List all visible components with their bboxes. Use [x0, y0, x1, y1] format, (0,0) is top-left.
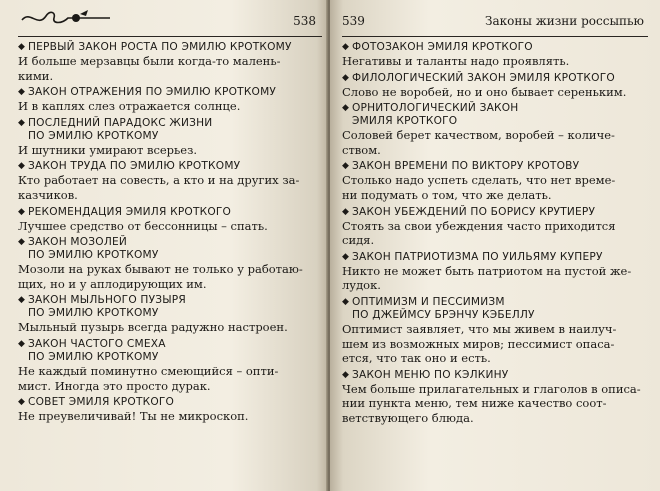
drop-bullet-icon: ◆ [18, 237, 26, 248]
law-heading [342, 206, 648, 219]
law-text: Мыльный пузырь всегда радужно настроен. [18, 320, 288, 335]
law-text: Чем больше прилагательных и глаголов в описа- нии пункта меню, тем ниже качество соот- ветствующего блюда. [342, 381, 641, 425]
right-running-head [342, 0, 648, 37]
law-heading-text: ОРНИТОЛОГИЧЕСКИЙ ЗАКОН ЭМИЛЯ КРОТКОГО [352, 102, 519, 128]
drop-bullet-icon: ◆ [18, 161, 26, 172]
law-heading [18, 206, 322, 219]
drop-bullet-icon: ◆ [342, 251, 350, 262]
drop-bullet-icon: ◆ [342, 296, 350, 307]
law-text: И больше мерзавцы были когда-то малень- кими. [18, 54, 281, 83]
law-text: Стоять за свои убеждения часто приходится сидя. [342, 218, 616, 248]
law-heading-text: ПЕРВЫЙ ЗАКОН РОСТА ПО ЭМИЛЮ КРОТКОМУ [28, 41, 292, 53]
law-text: Соловей берет качеством, воробей – количе- ством. [342, 128, 615, 157]
page-number: 538 [293, 14, 316, 28]
drop-bullet-icon: ◆ [18, 87, 26, 98]
law-text: Никто не может быть патриотом на пустой же- лудок. [342, 263, 632, 293]
law-heading [18, 41, 322, 54]
law-heading [342, 251, 648, 264]
drop-bullet-icon: ◆ [18, 42, 26, 52]
drop-bullet-icon: ◆ [342, 103, 350, 114]
left-entries [18, 41, 322, 424]
law-heading-text: ЗАКОН МЫЛЬНОГО ПУЗЫРЯ ПО ЭМИЛЮ КРОТКОМУ [28, 294, 186, 320]
law-heading-text: ЗАКОН МЕНЮ ПО КЭЛКИНУ [352, 368, 509, 381]
drop-bullet-icon: ◆ [342, 161, 350, 172]
law-heading-text: ЗАКОН ТРУДА ПО ЭМИЛЮ КРОТКОМУ [28, 160, 241, 173]
law-heading-text: ЗАКОН ОТРАЖЕНИЯ ПО ЭМИЛЮ КРОТКОМУ [28, 86, 277, 99]
law-text: Не каждый поминутно смеющийся – опти- мист. Иногда это просто дурак. [18, 363, 279, 393]
law-heading [342, 369, 648, 382]
law-heading [342, 160, 648, 173]
law-heading-text: ЗАКОН УБЕЖДЕНИЙ ПО БОРИСУ КРУТИЕРУ [352, 205, 596, 218]
law-text: Лучшее средство от бессонницы – спать. [18, 218, 268, 233]
drop-bullet-icon: ◆ [18, 338, 26, 349]
law-heading [342, 72, 648, 85]
law-heading [342, 102, 648, 128]
drop-bullet-icon: ◆ [18, 117, 26, 128]
law-heading-text: ЗАКОН МОЗОЛЕЙ ПО ЭМИЛЮ КРОТКОМУ [28, 236, 159, 262]
law-text: И шутники умирают всерьез. [18, 142, 198, 157]
law-heading [18, 160, 322, 173]
right-page [330, 0, 660, 491]
drop-bullet-icon: ◆ [342, 42, 350, 52]
page-number: 539 [342, 14, 365, 28]
law-heading [18, 86, 322, 99]
drop-bullet-icon: ◆ [18, 206, 26, 217]
law-heading-text: ЗАКОН ЧАСТОГО СМЕХА ПО ЭМИЛЮ КРОТКОМУ [28, 337, 166, 363]
law-heading [342, 296, 648, 322]
law-text: Негативы и таланты надо проявлять. [342, 54, 570, 68]
law-heading [18, 117, 322, 143]
law-heading-text: РЕКОМЕНДАЦИЯ ЭМИЛЯ КРОТКОГО [28, 205, 232, 218]
law-heading [342, 41, 648, 54]
running-title: Законы жизни россыпью [485, 14, 644, 28]
law-heading [18, 396, 322, 409]
law-heading-text: ПОСЛЕДНИЙ ПАРАДОКС ЖИЗНИ ПО ЭМИЛЮ КРОТКОМУ [28, 116, 213, 142]
law-heading-text: ОПТИМИЗМ И ПЕССИМИЗМ ПО ДЖЕЙМСУ БРЭНЧУ КЭБЕЛЛУ [352, 295, 535, 321]
law-heading-text: ФОТОЗАКОН ЭМИЛЯ КРОТКОГО [352, 41, 533, 53]
law-heading-text: ЗАКОН ПАТРИОТИЗМА ПО УИЛЬЯМУ КУПЕРУ [352, 250, 603, 263]
law-heading-text: ЗАКОН ВРЕМЕНИ ПО ВИКТОРУ КРОТОВУ [352, 160, 580, 173]
right-entries [342, 41, 648, 426]
drop-bullet-icon: ◆ [342, 369, 350, 380]
law-heading [18, 236, 322, 262]
law-text: Слово не воробей, но и оно бывает сереньким. [342, 84, 627, 99]
left-running-head [18, 0, 322, 37]
law-text: Столько надо успеть сделать, что нет време- ни подумать о том, что же делать. [342, 173, 616, 202]
law-heading [18, 294, 322, 320]
drop-bullet-icon: ◆ [18, 295, 26, 306]
law-text: Кто работает на совесть, а кто и на других за- казчиков. [18, 173, 300, 202]
law-text: Мозоли на руках бывают не только у работаю- щих, но и у аплодирующих им. [18, 262, 303, 291]
flourish-ornament-icon [18, 4, 118, 32]
law-text: Оптимист заявляет, что мы живем в наилуч- шем из возможных миров; пессимист опаса- ется, что так оно и есть. [342, 321, 617, 366]
law-text: Не преувеличивай! Ты не микроскоп. [18, 409, 249, 424]
drop-bullet-icon: ◆ [342, 206, 350, 217]
law-heading-text: ФИЛОЛОГИЧЕСКИЙ ЗАКОН ЭМИЛЯ КРОТКОГО [352, 71, 615, 84]
drop-bullet-icon: ◆ [18, 397, 26, 408]
law-heading-text: СОВЕТ ЭМИЛЯ КРОТКОГО [28, 396, 175, 409]
drop-bullet-icon: ◆ [342, 72, 350, 83]
law-heading [18, 338, 322, 364]
law-text: И в каплях слез отражается солнце. [18, 99, 241, 114]
